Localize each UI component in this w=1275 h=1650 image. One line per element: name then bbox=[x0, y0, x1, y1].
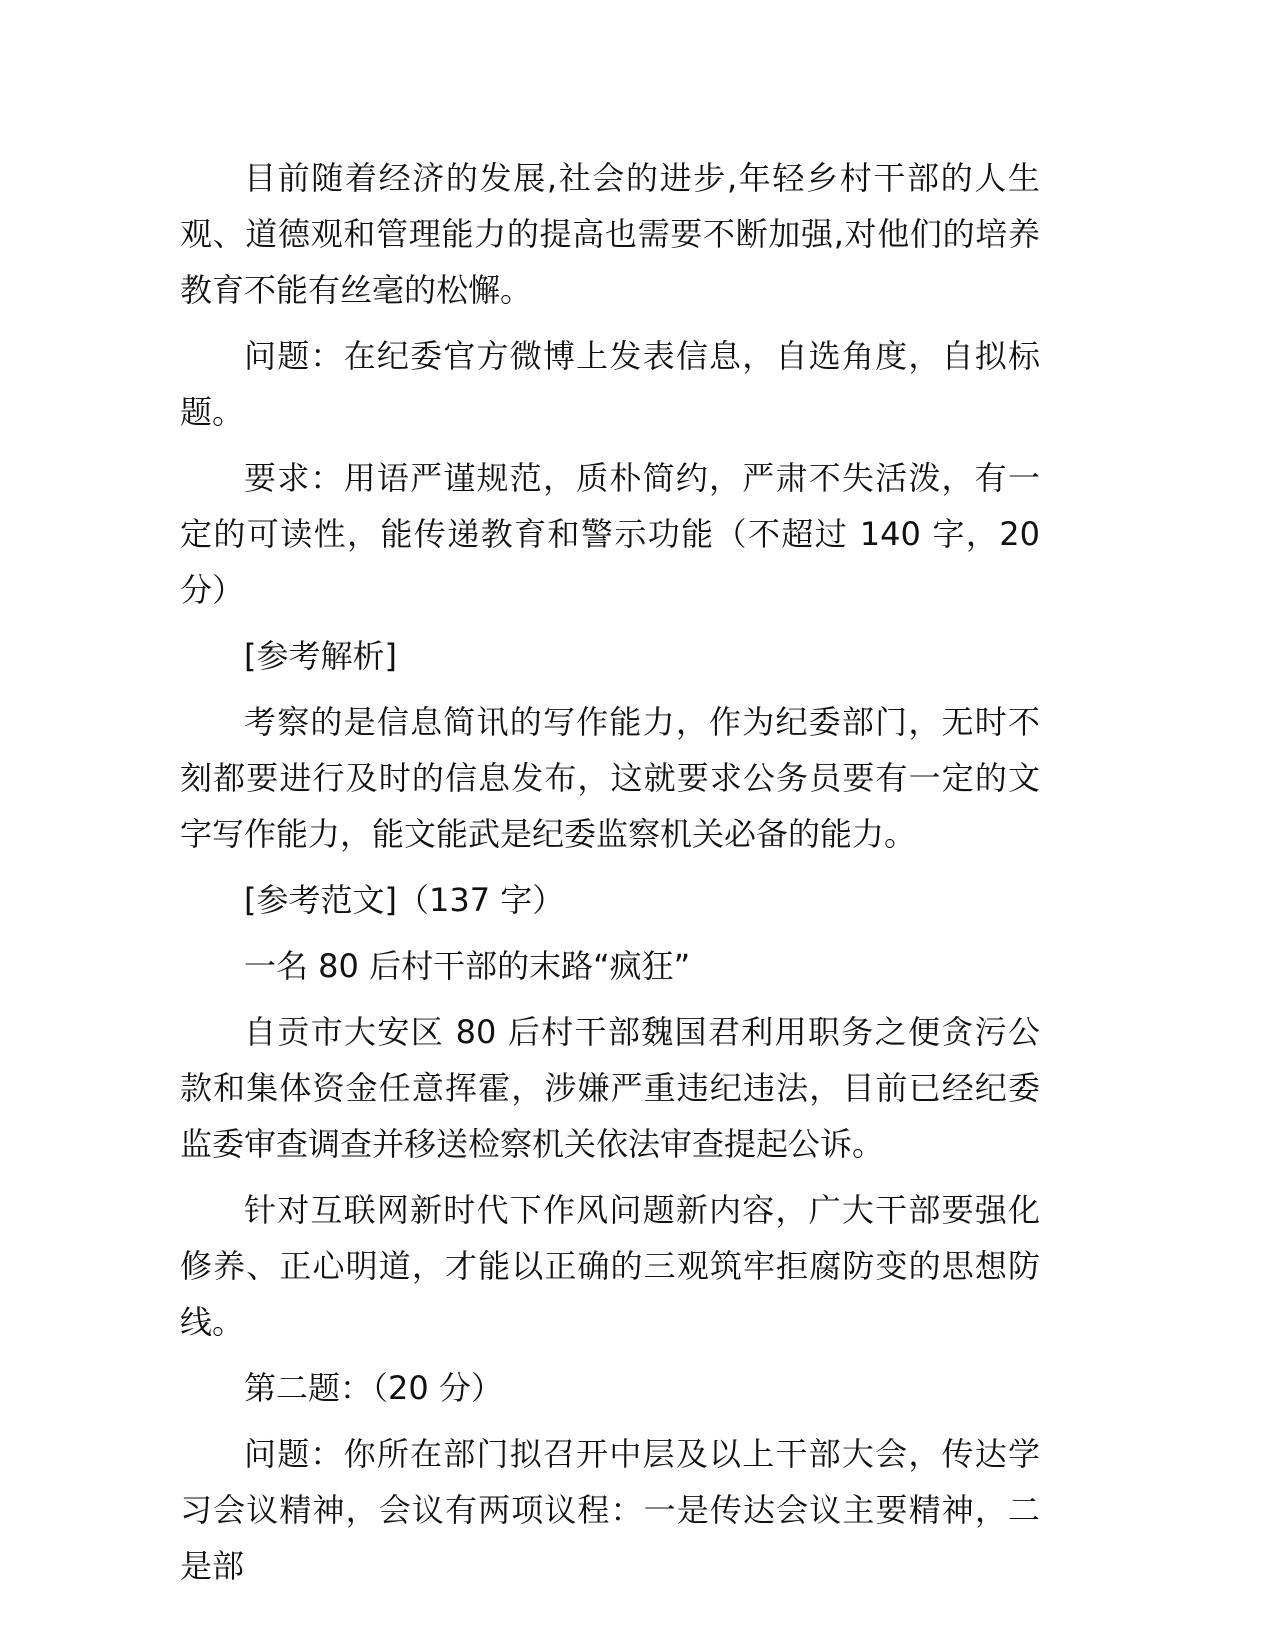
sample-title: 一名 80 后村干部的末路“疯狂” bbox=[244, 947, 691, 985]
paragraph-intro: 目前随着经济的发展,社会的进步,年轻乡村干部的人生观、道德观和管理能力的提高也需要不断加强,对他们的培养教育不能有丝毫的松懈。 bbox=[180, 159, 1040, 309]
paragraph-requirements: 要求：用语严谨规范，质朴简约，严肃不失活泼，有一定的可读性，能传递教育和警示功能（不超过 140 字，20 分） bbox=[180, 459, 1040, 609]
paragraph-question-1: 问题：在纪委官方微博上发表信息，自选角度，自拟标题。 bbox=[180, 337, 1040, 431]
heading-reference-analysis: [参考解析] bbox=[244, 637, 397, 675]
heading-question-2: 第二题：（20 分） bbox=[244, 1369, 503, 1407]
document-body bbox=[180, 150, 1040, 1604]
paragraph-analysis: 考察的是信息简讯的写作能力，作为纪委部门，无时不刻都要进行及时的信息发布，这就要求公务员要有一定的文字写作能力，能文能武是纪委监察机关必备的能力。 bbox=[180, 703, 1040, 853]
sample-paragraph-1: 自贡市大安区 80 后村干部魏国君利用职务之便贪污公款和集体资金任意挥霍，涉嫌严重违纪违法，目前已经纪委监委审查调查并移送检察机关依法审查提起公诉。 bbox=[180, 1013, 1040, 1163]
heading-reference-sample: [参考范文]（137 字） bbox=[244, 881, 565, 919]
paragraph-question-2: 问题：你所在部门拟召开中层及以上干部大会，传达学习会议精神，会议有两项议程：一是传达会议主要精神，二是部 bbox=[180, 1435, 1040, 1585]
sample-paragraph-2: 针对互联网新时代下作风问题新内容，广大干部要强化修养、正心明道，才能以正确的三观筑牢拒腐防变的思想防线。 bbox=[180, 1191, 1040, 1341]
